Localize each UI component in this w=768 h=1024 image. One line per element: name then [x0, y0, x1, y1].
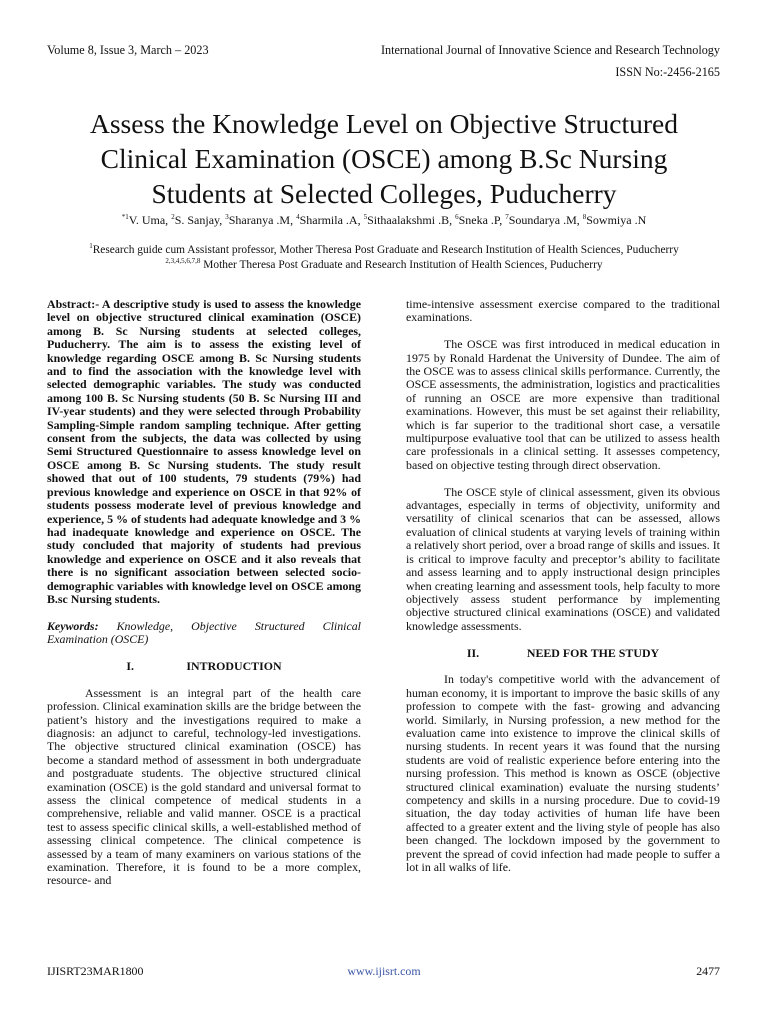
author-sup: 8 [582, 213, 587, 221]
author: Sharanya .M, [228, 213, 297, 227]
section-title: NEED FOR THE STUDY [526, 645, 660, 660]
volume-issue: Volume 8, Issue 3, March – 2023 [47, 43, 209, 57]
author: V. Uma, [128, 213, 172, 227]
affiliation [30, 257, 738, 271]
issn: ISSN No:-2456-2165 [615, 65, 720, 79]
author: S. Sanjay, [174, 213, 226, 227]
author-list [20, 213, 748, 228]
author-sup: 7 [505, 213, 509, 221]
author-sup: 6 [455, 213, 459, 221]
body-paragraph: time-intensive assessment exercise compared to the traditional examinations. [406, 297, 720, 325]
section-heading [47, 660, 361, 673]
section-title: INTRODUCTION [186, 658, 282, 673]
body-paragraph: Assessment is an integral part of the health care profession. Clinical examination skills are the bridge between the patient’s history and the investigations required to make a diagnosis: an adjunct to careful, technology-led investigations. The objective structured clinical examination (OSCE) has become a standard method of assessment in both undergraduate and postgraduate students. The objective structured clinical examination (OSCE) is the gold standard and universal format to assess the clinical competence of medical students in a comprehensive, reliable and valid manner. OSCE is a practical test to assess specific clinical skills, a well-established method of assessing clinical competence. The clinical competence is assessed by a team of many examiners on various stations of the examination. Therefore, it is found to be a more complex, resource- and [47, 685, 361, 888]
keywords [47, 620, 361, 647]
paper-code: IJISRT23MAR1800 [47, 964, 144, 978]
affiliation-sup: 1 [89, 242, 93, 250]
abstract: Abstract:- A descriptive study is used to assess the knowledge level on objective structured clinical examination (OSCE) among B. Sc Nursing students at selected colleges, Puducherry. The aim is to assess the existing level of knowledge regarding OSCE among B. Sc Nursing students and to find the association with the knowledge level with selected demographic variables. The study was conducted among 100 B. Sc Nursing students (50 B. Sc Nursing III and IV-year students) and they were selected through Probability Sampling-Simple random sampling technique. After getting consent from the subjects, the data was collected by using Semi Structured Questionnaire to assess knowledge level on OSCE among B. Sc Nursing students. The study result showed that out of 100 students, 79 students (79%) had previous knowledge and experience on OSCE in that 92% of students possess moderate level of previous knowledge and experience, 5 % of students had adequate knowledge and 3 % had inadequate knowledge and experience on OSCE. The study concluded that majority of students had previous knowledge and experience on OSCE and it also reveals that there is no significant association between selected socio- demographic variables with knowledge level on OSCE among B.sc Nursing students. [47, 297, 361, 606]
author-sup: *1 [121, 213, 129, 221]
title-line: Students at Selected Colleges, Puducherry [151, 178, 617, 210]
affiliation [30, 242, 738, 256]
author: Sneka .P, [458, 213, 506, 227]
section-heading [406, 647, 720, 660]
body-paragraph: The OSCE was first introduced in medical education in 1975 by Ronald Hardenat the University of Dundee. The aim of the OSCE was to assess clinical skills performance. Currently, the OSCE assessments, the administration, logistics and practicalities of running an OSCE are more expensive than traditional examinations. However, this must be set against their reliability, which is far superior to the traditional short case, a versatile multipurpose evaluative tool that can be utilized to assess health care professionals in a clinical setting. It assesses competency, based on objective testing through direct observation. [406, 337, 720, 472]
paper-title [30, 106, 738, 211]
page-number: 2477 [696, 964, 720, 978]
author-sup: 5 [363, 213, 368, 221]
title-line: Clinical Examination (OSCE) among B.Sc Nursing [100, 143, 668, 175]
journal-url-link[interactable]: www.ijisrt.com [347, 964, 421, 978]
keywords-label: Keywords: [47, 618, 99, 633]
title-line: Assess the Knowledge Level on Objective Structured [89, 108, 679, 140]
left-column [47, 298, 361, 901]
body-paragraph: In today's competitive world with the advancement of human economy, it is important to improve the basic skills of any profession to compete with the fast- growing and advancing world. Similarly, in Nursing profession, a new method for the evaluation came into existence to improve the clinical skills of nursing students. In recent years it was found that the nursing students are void of realistic experience before entering into the nursing profession. This method is known as OSCE (objective structured clinical examination) evaluate the nursing students’ competency and skills in a nursing procedure. Due to covid-19 situation, the day today activities of human life have been affected to a greater extent and the living style of people has also been changed. The lockdown imposed by the government to prevent the spread of covid infection had made people to suffer a lot in all walks of life. [406, 672, 720, 874]
author: Sithaalakshmi .B, [367, 213, 456, 227]
author-sup: 3 [225, 213, 229, 221]
author: Sowmiya .N [586, 213, 647, 227]
right-column [406, 298, 720, 888]
affiliation-text: Mother Theresa Post Graduate and Research Institution of Health Sciences, Puducherry [200, 258, 603, 271]
affiliation-text: Research guide cum Assistant professor, Mother Theresa Post Graduate and Research Institution of Health Sciences, Puducherry [92, 243, 679, 256]
body-paragraph: The OSCE style of clinical assessment, given its obvious advantages, especially in terms of objectivity, uniformity and versatility of clinical scenarios that can be assessed, allows evaluation of clinical students at varying levels of training within a relatively short period, over a broad range of skills and issues. It is critical to improve faculty and preceptor’s ability to facilitate and assess learning and to apply instructional design principles when creating learning and assessment tools, help faculty to more objectively assess student performance by implementing objective structured clinical examinations (OSCE) and validated knowledge assessments. [406, 484, 720, 633]
author-sup: 4 [296, 213, 300, 221]
keywords-text: Knowledge, Objective Structured Clinical Examination (OSCE) [47, 618, 361, 647]
section-number: I. [126, 658, 135, 673]
section-number: II. [466, 645, 480, 660]
author-sup: 2 [171, 213, 175, 221]
affiliation-sup: 2,3,4,5,6,7,8 [165, 257, 201, 265]
author: Soundarya .M, [508, 213, 583, 227]
journal-name: International Journal of Innovative Science and Research Technology [380, 43, 720, 57]
author: Sharmila .A, [299, 213, 364, 227]
